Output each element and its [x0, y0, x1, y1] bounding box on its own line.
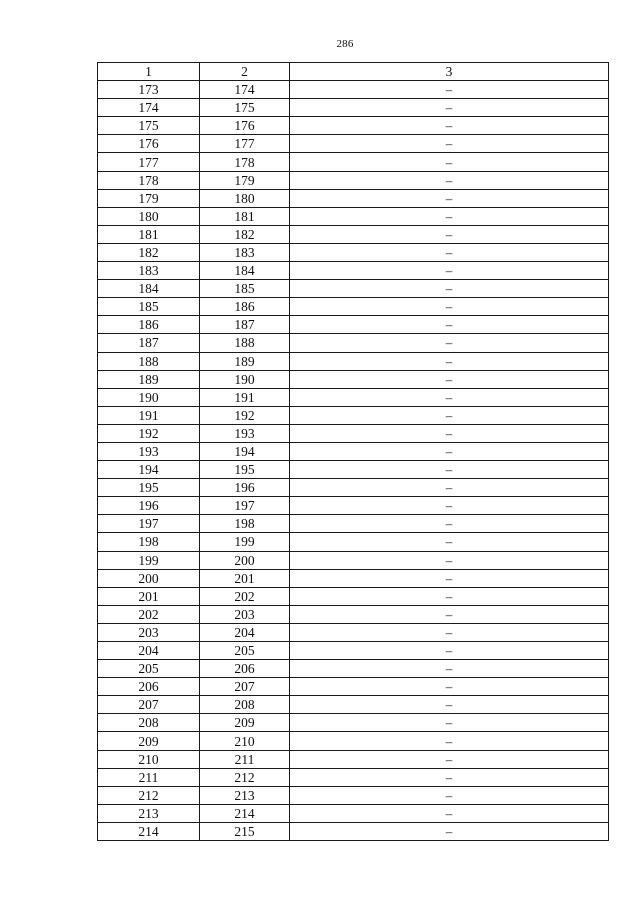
table-cell-col-2: 197: [200, 497, 290, 515]
table-cell-col-1: 194: [98, 461, 200, 479]
table-cell-col-2: 215: [200, 822, 290, 840]
table-cell-col-3: –: [290, 81, 609, 99]
table-cell-col-1: 193: [98, 442, 200, 460]
table-cell-col-3: –: [290, 714, 609, 732]
table-row: [98, 243, 609, 261]
data-table-container: [97, 62, 608, 841]
table-cell-col-2: 176: [200, 117, 290, 135]
table-cell-col-2: 189: [200, 352, 290, 370]
table-row: [98, 316, 609, 334]
table-cell-col-2: 175: [200, 99, 290, 117]
table-cell-col-1: 211: [98, 768, 200, 786]
table-cell-col-2: 179: [200, 171, 290, 189]
table-cell-col-2: 194: [200, 442, 290, 460]
table-row: [98, 461, 609, 479]
column-header-1: 1: [98, 63, 200, 81]
table-cell-col-2: 210: [200, 732, 290, 750]
table-cell-col-2: 183: [200, 243, 290, 261]
table-cell-col-2: 188: [200, 334, 290, 352]
table-cell-col-1: 201: [98, 587, 200, 605]
table-cell-col-1: 188: [98, 352, 200, 370]
table-cell-col-3: –: [290, 750, 609, 768]
table-row: [98, 262, 609, 280]
page-number: 286: [336, 38, 354, 50]
table-cell-col-2: 196: [200, 479, 290, 497]
table-cell-col-2: 200: [200, 551, 290, 569]
table-cell-col-2: 177: [200, 135, 290, 153]
table-cell-col-1: 205: [98, 660, 200, 678]
table-cell-col-1: 183: [98, 262, 200, 280]
table-row: [98, 81, 609, 99]
table-cell-col-3: –: [290, 225, 609, 243]
table-cell-col-3: –: [290, 587, 609, 605]
table-cell-col-3: –: [290, 424, 609, 442]
table-row: [98, 424, 609, 442]
table-row: [98, 678, 609, 696]
table-cell-col-3: –: [290, 822, 609, 840]
table-cell-col-2: 201: [200, 569, 290, 587]
table-cell-col-3: –: [290, 551, 609, 569]
table-cell-col-3: –: [290, 569, 609, 587]
table-cell-col-1: 187: [98, 334, 200, 352]
table-cell-col-2: 199: [200, 533, 290, 551]
table-cell-col-3: –: [290, 135, 609, 153]
table-cell-col-3: –: [290, 642, 609, 660]
table-header-row: [98, 63, 609, 81]
data-table: [97, 62, 609, 841]
table-cell-col-1: 176: [98, 135, 200, 153]
table-cell-col-3: –: [290, 461, 609, 479]
table-row: [98, 189, 609, 207]
table-row: [98, 298, 609, 316]
table-cell-col-2: 202: [200, 587, 290, 605]
table-row: [98, 804, 609, 822]
table-cell-col-3: –: [290, 786, 609, 804]
table-cell-col-2: 178: [200, 153, 290, 171]
table-cell-col-2: 191: [200, 388, 290, 406]
table-cell-col-3: –: [290, 442, 609, 460]
table-cell-col-2: 213: [200, 786, 290, 804]
table-cell-col-3: –: [290, 262, 609, 280]
table-cell-col-2: 193: [200, 424, 290, 442]
table-cell-col-3: –: [290, 515, 609, 533]
table-cell-col-1: 192: [98, 424, 200, 442]
table-cell-col-1: 174: [98, 99, 200, 117]
table-cell-col-1: 206: [98, 678, 200, 696]
table-cell-col-3: –: [290, 334, 609, 352]
table-row: [98, 479, 609, 497]
table-cell-col-3: –: [290, 533, 609, 551]
table-cell-col-1: 186: [98, 316, 200, 334]
table-cell-col-1: 212: [98, 786, 200, 804]
table-cell-col-3: –: [290, 280, 609, 298]
table-cell-col-1: 197: [98, 515, 200, 533]
table-body: [98, 81, 609, 841]
table-row: [98, 786, 609, 804]
table-cell-col-2: 198: [200, 515, 290, 533]
table-cell-col-2: 211: [200, 750, 290, 768]
table-row: [98, 551, 609, 569]
table-cell-col-2: 192: [200, 406, 290, 424]
table-cell-col-3: –: [290, 370, 609, 388]
table-row: [98, 732, 609, 750]
table-cell-col-3: –: [290, 153, 609, 171]
table-row: [98, 696, 609, 714]
table-cell-col-1: 200: [98, 569, 200, 587]
table-cell-col-1: 204: [98, 642, 200, 660]
table-row: [98, 605, 609, 623]
table-row: [98, 515, 609, 533]
table-cell-col-1: 209: [98, 732, 200, 750]
table-cell-col-1: 189: [98, 370, 200, 388]
table-cell-col-1: 202: [98, 605, 200, 623]
table-row: [98, 442, 609, 460]
table-row: [98, 497, 609, 515]
table-cell-col-3: –: [290, 678, 609, 696]
table-row: [98, 370, 609, 388]
table-cell-col-1: 184: [98, 280, 200, 298]
table-cell-col-1: 177: [98, 153, 200, 171]
table-cell-col-2: 204: [200, 623, 290, 641]
table-cell-col-3: –: [290, 189, 609, 207]
table-cell-col-3: –: [290, 804, 609, 822]
table-row: [98, 768, 609, 786]
table-row: [98, 406, 609, 424]
table-cell-col-2: 203: [200, 605, 290, 623]
table-cell-col-2: 208: [200, 696, 290, 714]
table-row: [98, 623, 609, 641]
table-cell-col-1: 198: [98, 533, 200, 551]
table-cell-col-3: –: [290, 768, 609, 786]
table-cell-col-2: 185: [200, 280, 290, 298]
table-cell-col-3: –: [290, 298, 609, 316]
table-row: [98, 153, 609, 171]
table-cell-col-2: 207: [200, 678, 290, 696]
table-row: [98, 642, 609, 660]
table-cell-col-1: 203: [98, 623, 200, 641]
table-cell-col-3: –: [290, 623, 609, 641]
table-cell-col-3: –: [290, 207, 609, 225]
column-header-3: 3: [290, 63, 609, 81]
table-cell-col-1: 178: [98, 171, 200, 189]
table-cell-col-3: –: [290, 171, 609, 189]
table-row: [98, 225, 609, 243]
table-cell-col-2: 195: [200, 461, 290, 479]
table-cell-col-1: 214: [98, 822, 200, 840]
table-cell-col-3: –: [290, 696, 609, 714]
table-row: [98, 280, 609, 298]
table-row: [98, 822, 609, 840]
table-cell-col-3: –: [290, 605, 609, 623]
table-cell-col-3: –: [290, 388, 609, 406]
table-cell-col-2: 184: [200, 262, 290, 280]
table-header: [98, 63, 609, 81]
table-cell-col-2: 205: [200, 642, 290, 660]
table-cell-col-3: –: [290, 352, 609, 370]
table-cell-col-1: 199: [98, 551, 200, 569]
table-cell-col-2: 190: [200, 370, 290, 388]
table-row: [98, 171, 609, 189]
table-cell-col-2: 182: [200, 225, 290, 243]
table-cell-col-1: 195: [98, 479, 200, 497]
table-cell-col-1: 173: [98, 81, 200, 99]
table-cell-col-1: 179: [98, 189, 200, 207]
table-cell-col-2: 174: [200, 81, 290, 99]
table-cell-col-1: 175: [98, 117, 200, 135]
table-cell-col-2: 212: [200, 768, 290, 786]
table-row: [98, 533, 609, 551]
table-cell-col-3: –: [290, 497, 609, 515]
table-cell-col-1: 208: [98, 714, 200, 732]
column-header-2: 2: [200, 63, 290, 81]
table-cell-col-2: 180: [200, 189, 290, 207]
table-cell-col-1: 207: [98, 696, 200, 714]
table-row: [98, 660, 609, 678]
table-cell-col-2: 214: [200, 804, 290, 822]
table-cell-col-1: 213: [98, 804, 200, 822]
table-cell-col-2: 187: [200, 316, 290, 334]
table-row: [98, 117, 609, 135]
table-row: [98, 714, 609, 732]
table-cell-col-3: –: [290, 660, 609, 678]
table-cell-col-3: –: [290, 243, 609, 261]
table-cell-col-3: –: [290, 99, 609, 117]
table-cell-col-1: 191: [98, 406, 200, 424]
table-row: [98, 334, 609, 352]
table-row: [98, 135, 609, 153]
table-cell-col-2: 206: [200, 660, 290, 678]
table-cell-col-2: 186: [200, 298, 290, 316]
table-cell-col-2: 209: [200, 714, 290, 732]
table-cell-col-3: –: [290, 406, 609, 424]
table-row: [98, 388, 609, 406]
table-row: [98, 587, 609, 605]
table-cell-col-1: 210: [98, 750, 200, 768]
table-cell-col-1: 190: [98, 388, 200, 406]
table-cell-col-3: –: [290, 316, 609, 334]
table-cell-col-3: –: [290, 732, 609, 750]
table-row: [98, 352, 609, 370]
table-cell-col-3: –: [290, 117, 609, 135]
table-cell-col-3: –: [290, 479, 609, 497]
table-cell-col-1: 182: [98, 243, 200, 261]
table-cell-col-1: 181: [98, 225, 200, 243]
table-cell-col-2: 181: [200, 207, 290, 225]
table-row: [98, 99, 609, 117]
table-cell-col-1: 180: [98, 207, 200, 225]
table-cell-col-1: 185: [98, 298, 200, 316]
table-row: [98, 750, 609, 768]
table-row: [98, 207, 609, 225]
table-row: [98, 569, 609, 587]
table-cell-col-1: 196: [98, 497, 200, 515]
